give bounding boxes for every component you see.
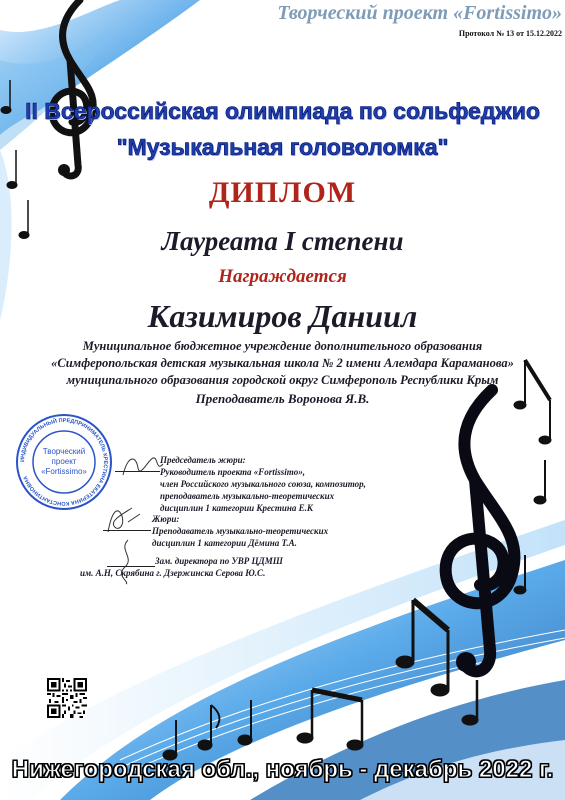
chair-name: дисциплин 1 категории Крестина Е.К (160, 503, 313, 513)
diploma-title: ДИПЛОМ (208, 176, 357, 209)
chair-signature-block (160, 454, 366, 514)
teacher-name: Преподаватель Воронова Я.В. (195, 391, 370, 406)
deputy-name: им. А.Н, Скрябина г. Дзержинска Серова Ю.С. (80, 568, 266, 578)
project-title: Творческий проект «Fortissimo» (277, 2, 562, 24)
stamp-center-line-2: проект (51, 457, 77, 466)
olympiad-title: II Всероссийская олимпиада по сольфеджио (25, 98, 540, 124)
chair-position: Руководитель проекта «Fortissimo», (160, 467, 306, 477)
footer-location-date: Нижегородская обл., ноябрь - декабрь 2022 г. (11, 756, 554, 783)
signature-line-jury (103, 530, 151, 531)
stamp-center-line-3: «Fortissimo» (41, 467, 87, 476)
olympiad-subtitle: "Музыкальная головоломка" (116, 134, 449, 160)
deputy-position: Зам. директора по УВР ЦДМШ (155, 556, 283, 566)
jury-position: Преподаватель музыкально-теоретических (152, 526, 329, 536)
chair-role: Председатель жюри: (160, 455, 246, 465)
institution-line-1: Муниципальное бюджетное учреждение дополнительного образования (82, 339, 483, 353)
stamp-seal-icon (12, 412, 116, 512)
jury-role: Жюри: (152, 514, 180, 524)
institution-line-2: «Симферопольская детская музыкальная школа № 2 имени Алемдара Караманова» (51, 356, 514, 370)
protocol-number: Протокол № 13 от 15.12.2022 (458, 29, 562, 38)
jury-signature-block (152, 513, 328, 549)
jury-name: дисциплин 1 категории Дёмина Т.А. (152, 538, 297, 548)
recipient-name: Казимиров Даниил (147, 298, 418, 334)
chair-teacher-title: преподаватель музыкально-теоретических (160, 491, 335, 501)
diploma-degree: Лауреата I степени (161, 226, 404, 256)
institution-line-3: муниципального образования городской округ Симферополь Республики Крым (66, 373, 499, 387)
deputy-signature-block (155, 555, 283, 567)
signature-jury (100, 502, 145, 537)
signature-line-chair (115, 471, 160, 472)
stamp-center-line-1: Творческий (42, 447, 86, 456)
chair-membership: член Российского музыкального союза, композитор, (160, 479, 366, 489)
qr-code-icon (47, 678, 87, 718)
stamp-ring-text: ИНДИВИДУАЛЬНЫЙ ПРЕДПРИНИМАТЕЛЬ КРЕСТИНА ЕКАТЕРИНА КОНСТАНТИНОВНА (19, 417, 109, 507)
awarded-label: Награждается (218, 266, 347, 287)
